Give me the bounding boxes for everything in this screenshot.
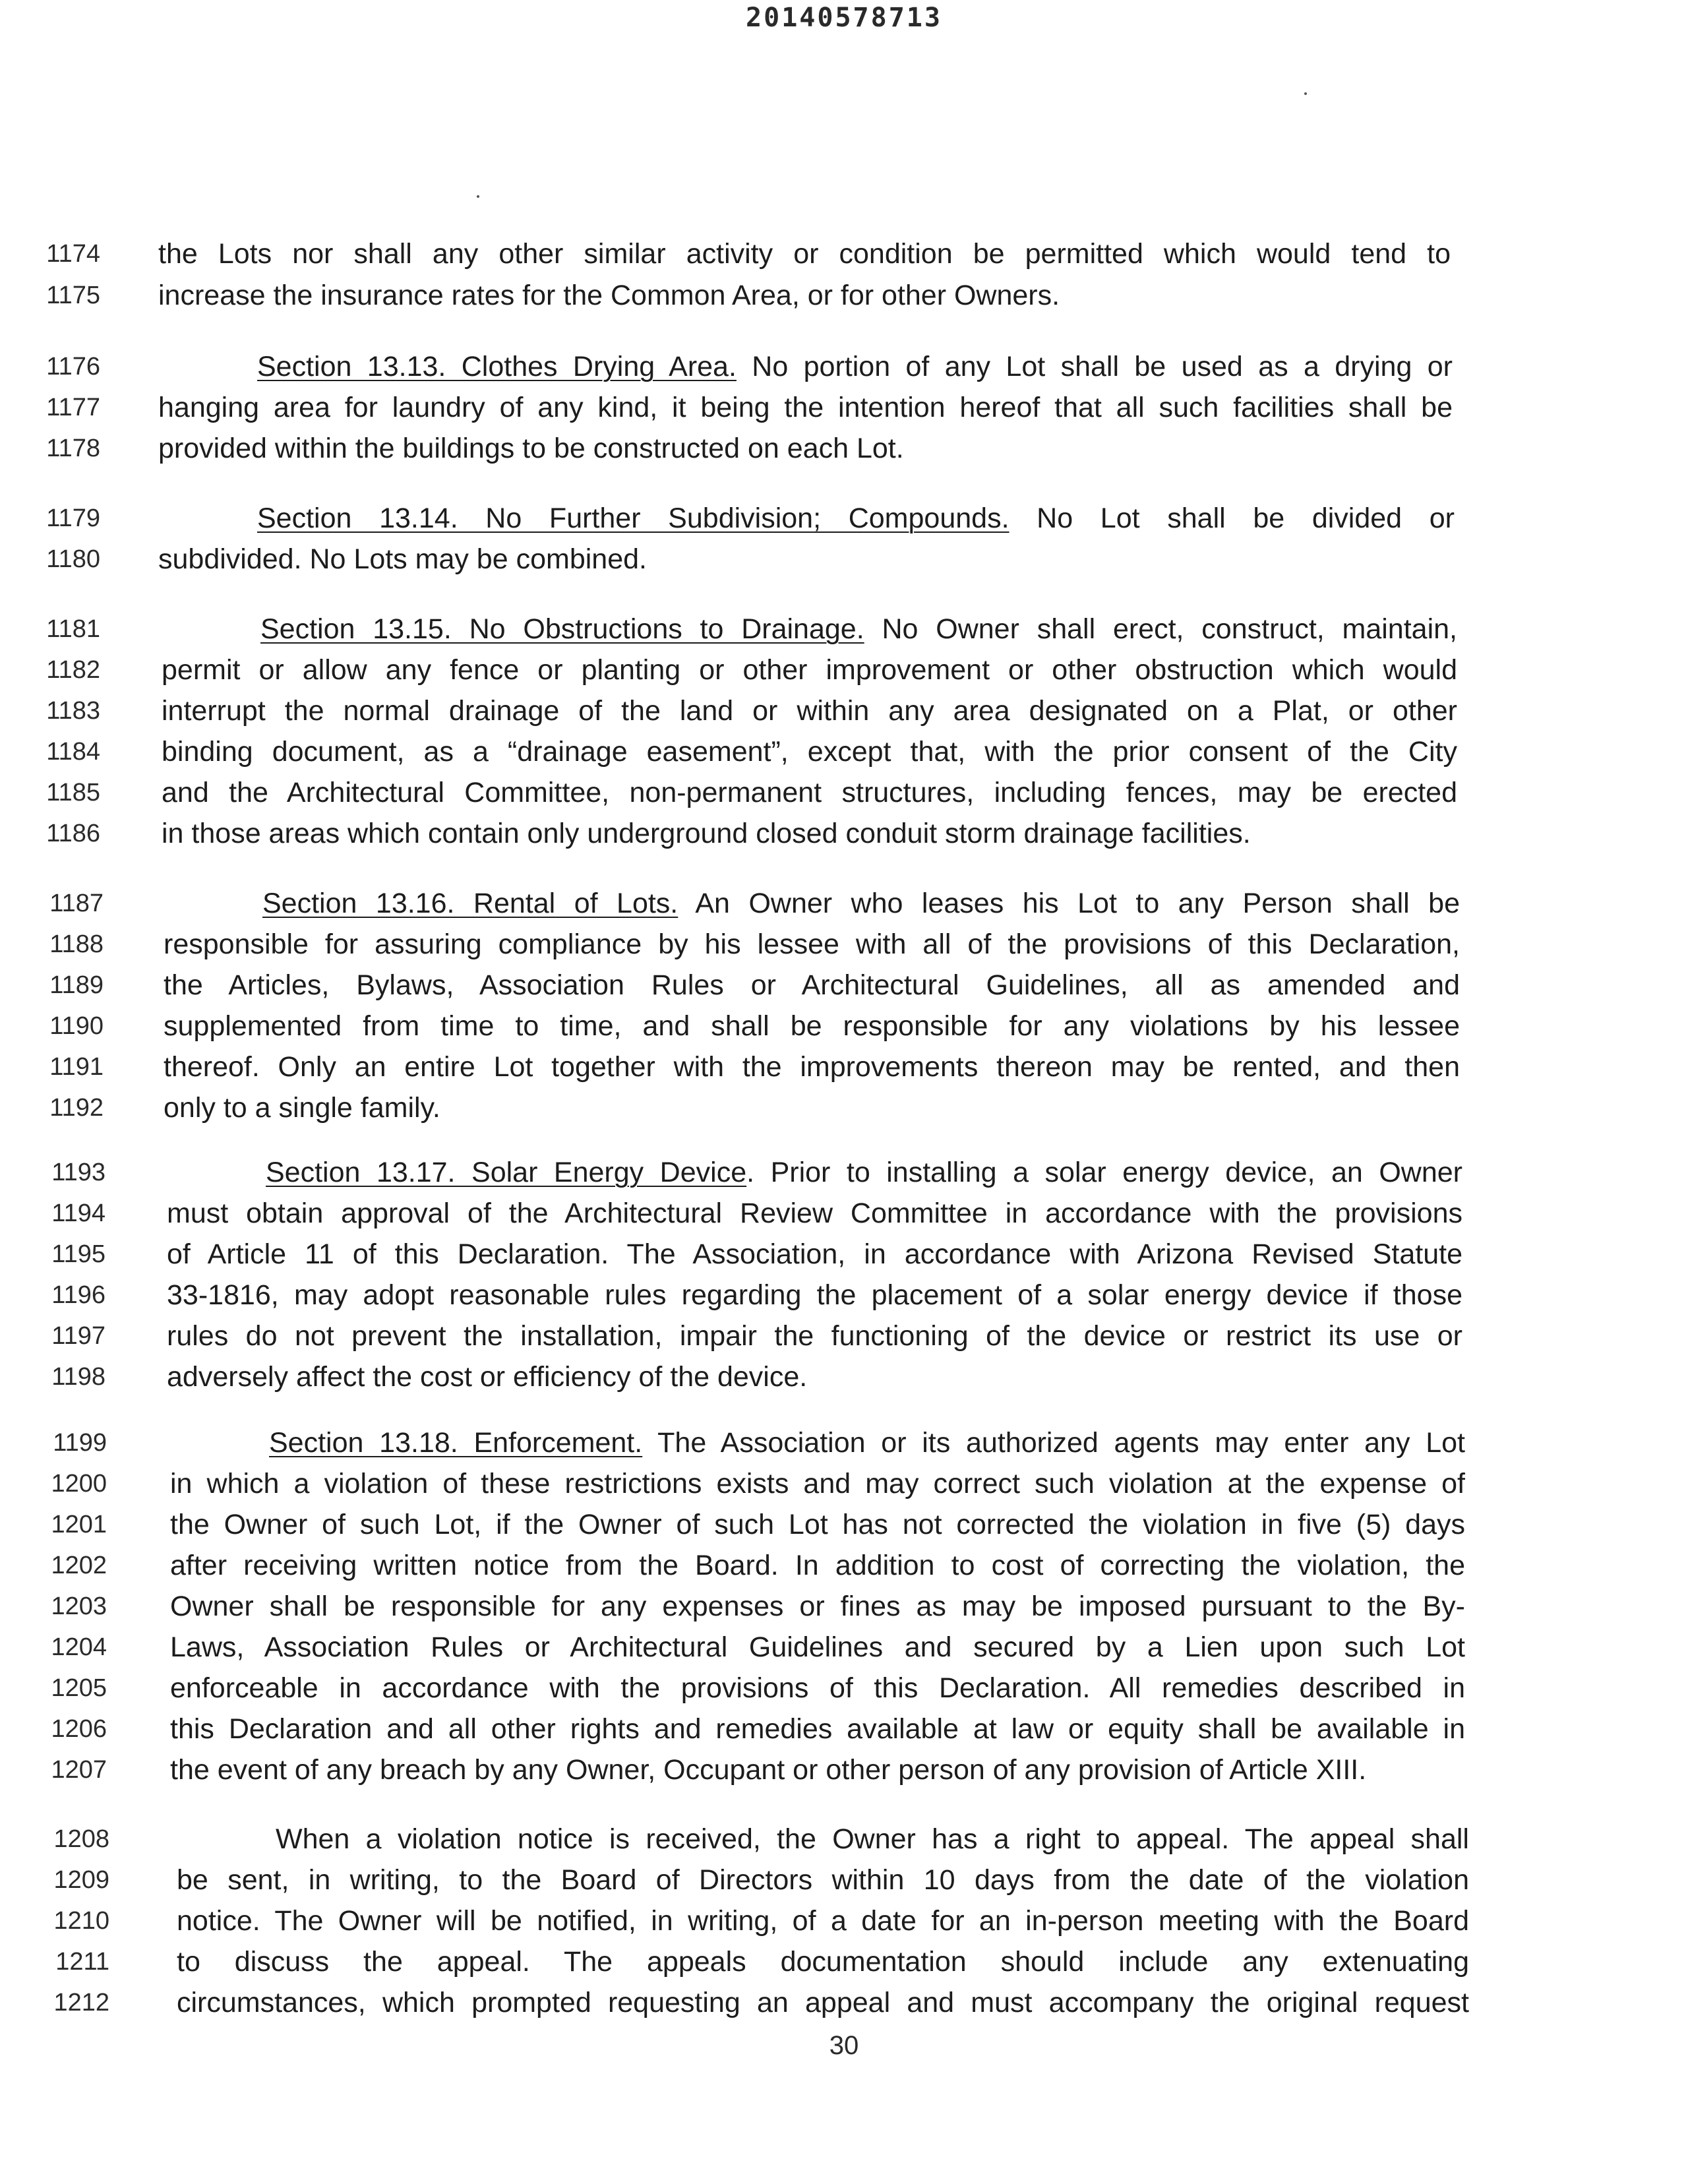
line-text [164,1045,1460,1089]
line-body: the Owner of such Lot, if the Owner of such Lot has not corrected the violation in five (5) days [170,1509,1465,1540]
line-number: 1190 [49,1012,104,1040]
text-line [0,648,1688,692]
line-body: Owner shall be responsible for any expenses or fines as may be imposed pursuant to the By- [170,1591,1465,1622]
line-number: 1189 [49,971,104,999]
line-body: after receiving written notice from the Board. In addition to cost of correcting the violation, the [170,1550,1465,1581]
line-body: 33-1816, may adopt reasonable rules regarding the placement of a solar energy device if those [167,1279,1462,1311]
line-body: this Declaration and all other rights and remedies available at law or equity shall be available in [170,1713,1465,1745]
text-line [0,812,1688,855]
text-line [0,1899,1688,1943]
line-text [162,730,1457,774]
line-body: . Prior to installing a solar energy device, an Owner [746,1157,1462,1188]
line-number: 1210 [53,1907,109,1935]
line-text [177,1940,1469,1984]
line-number: 1174 [46,240,100,268]
line-number: 1198 [51,1363,106,1391]
line-number: 1194 [51,1199,106,1227]
text-line [0,386,1688,429]
line-number: 1199 [53,1429,107,1457]
text-line [0,1421,1688,1465]
line-body: the Articles, Bylaws, Association Rules or Architectural Guidelines, all as amended and [164,969,1460,1001]
line-text [162,607,1457,651]
line-number: 1208 [53,1825,109,1853]
line-text [170,1585,1465,1628]
line-number: 1203 [51,1592,107,1620]
line-text [164,1004,1460,1048]
line-number: 1196 [51,1281,106,1309]
line-number: 1197 [51,1322,106,1350]
scan-speck [477,195,479,198]
line-text [164,1086,1460,1130]
text-line [0,1151,1688,1194]
text-line [0,1981,1688,2024]
line-body: responsible for assuring compliance by his lessee with all of the provisions of this Declaration, [164,928,1460,960]
text-line [0,1232,1688,1276]
text-line [0,963,1688,1007]
line-body: increase the insurance rates for the Common Area, or for other Owners. [158,280,1060,311]
text-line [0,1192,1688,1235]
line-number: 1200 [51,1470,107,1498]
text-line [0,1503,1688,1546]
line-body: of Article 11 of this Declaration. The Association, in accordance with Arizona Revised Statute [167,1238,1462,1270]
line-text [177,1981,1469,2024]
line-body: subdivided. No Lots may be combined. [158,543,647,575]
line-text [158,427,1453,470]
line-body: must obtain approval of the Architectural Review Committee in accordance with the provisions [167,1198,1462,1229]
line-text [158,497,1455,540]
line-number: 1181 [46,615,100,643]
line-text [162,689,1457,733]
text-line [0,1004,1688,1048]
section-heading: Section 13.18. Enforcement. [269,1427,643,1459]
line-text [158,274,1451,317]
line-number: 1180 [46,545,100,573]
line-body: the event of any breach by any Owner, Occupant or other person of any provision of Article XIII. [170,1754,1367,1786]
text-line [0,1817,1688,1861]
document-number-header: 20140578713 [746,3,942,33]
line-number: 1192 [49,1094,104,1122]
line-body: The Association or its authorized agents may enter any Lot [642,1427,1465,1459]
text-line [0,345,1688,388]
line-text [170,1544,1465,1587]
text-line [0,232,1688,276]
text-line [0,1625,1688,1669]
line-number: 1175 [46,282,100,309]
text-line [0,497,1688,540]
line-number: 1205 [51,1674,107,1702]
line-body: When a violation notice is received, the Owner has a right to appeal. The appeal shall [276,1823,1469,1855]
line-body: supplemented from time to time, and shall be responsible for any violations by his lessee [164,1010,1460,1042]
line-text [162,648,1457,692]
text-line [0,730,1688,774]
line-number: 1188 [49,930,104,958]
line-text [164,882,1460,925]
line-body: No Lot shall be divided or [1009,502,1455,534]
line-number: 1182 [46,656,100,684]
line-text [177,1899,1469,1943]
line-body: interrupt the normal drainage of the land or within any area designated on a Plat, or other [162,695,1457,727]
line-number: 1176 [46,353,100,380]
line-number: 1193 [51,1159,106,1186]
text-line [0,1585,1688,1628]
text-line [0,274,1688,317]
line-body: circumstances, which prompted requesting an appeal and must accompany the original request [177,1987,1469,2018]
line-text [170,1462,1465,1505]
text-line [0,1544,1688,1587]
line-number: 1177 [46,394,100,421]
line-body: the Lots nor shall any other similar activity or condition be permitted which would tend to [158,238,1451,270]
line-body: rules do not prevent the installation, impair the functioning of the device or restrict its use or [167,1320,1462,1352]
line-number: 1191 [49,1053,104,1081]
text-line [0,1045,1688,1089]
section-heading: Section 13.13. Clothes Drying Area. [257,351,737,382]
line-body: notice. The Owner will be notified, in writing, of a date for an in-person meeting with the Board [177,1905,1469,1937]
line-body: in which a violation of these restrictions exists and may correct such violation at the expense of [170,1468,1465,1500]
line-text [170,1748,1465,1792]
line-text [162,812,1457,855]
line-text [158,232,1451,276]
line-number: 1209 [53,1866,109,1894]
line-body: An Owner who leases his Lot to any Person shall be [678,888,1460,919]
line-body: be sent, in writing, to the Board of Directors within 10 days from the date of the violation [177,1864,1469,1896]
line-text [167,1232,1462,1276]
line-text [164,963,1460,1007]
text-line [0,882,1688,925]
section-heading: Section 13.14. No Further Subdivision; Compounds. [257,502,1010,534]
text-line [0,1462,1688,1505]
line-text [158,537,1455,581]
line-body: provided within the buildings to be constructed on each Lot. [158,433,904,464]
line-text [167,1151,1462,1194]
line-text [170,1707,1465,1751]
text-line [0,1273,1688,1317]
section-heading: Section 13.16. Rental of Lots. [262,888,678,919]
line-text [164,923,1460,966]
line-body: No portion of any Lot shall be used as a drying or [736,351,1453,382]
line-text [170,1625,1465,1669]
text-line [0,1666,1688,1710]
text-line [0,1314,1688,1358]
page-number: 30 [829,2031,859,2060]
line-text [167,1355,1462,1399]
line-number: 1211 [55,1948,109,1976]
text-line [0,427,1688,470]
line-number: 1186 [46,820,100,847]
section-heading: Section 13.17. Solar Energy Device [266,1157,747,1188]
line-text [177,1858,1469,1902]
line-number: 1204 [51,1633,107,1661]
line-number: 1179 [46,504,100,532]
section-heading: Section 13.15. No Obstructions to Drainage. [260,613,864,645]
line-text [170,1503,1465,1546]
text-line [0,771,1688,814]
line-body: hanging area for laundry of any kind, it being the intention hereof that all such facilities shall be [158,392,1453,423]
line-number: 1184 [46,738,100,766]
text-line [0,607,1688,651]
text-line [0,689,1688,733]
line-body: and the Architectural Committee, non-permanent structures, including fences, may be erected [162,777,1457,808]
line-text [167,1192,1462,1235]
line-body: enforceable in accordance with the provisions of this Declaration. All remedies described in [170,1672,1465,1704]
line-body: No Owner shall erect, construct, maintain, [864,613,1458,645]
line-number: 1183 [46,697,100,725]
line-number: 1206 [51,1715,107,1743]
line-body: thereof. Only an entire Lot together with the improvements thereon may be rented, and then [164,1051,1460,1083]
text-line [0,1707,1688,1751]
text-line [0,1940,1688,1984]
text-line [0,1086,1688,1130]
line-body: adversely affect the cost or efficiency of the device. [167,1361,808,1393]
line-number: 1178 [46,435,100,462]
line-text [177,1817,1469,1861]
text-line [0,923,1688,966]
line-body: in those areas which contain only underground closed conduit storm drainage facilities. [162,818,1251,849]
line-text [162,771,1457,814]
text-line [0,1748,1688,1792]
text-line [0,1355,1688,1399]
line-body: permit or allow any fence or planting or other improvement or other obstruction which would [162,654,1457,686]
line-number: 1195 [51,1240,106,1268]
line-number: 1201 [51,1511,107,1538]
text-line [0,1858,1688,1902]
line-text [167,1314,1462,1358]
line-number: 1202 [51,1552,107,1579]
line-text [170,1666,1465,1710]
line-number: 1187 [49,890,104,917]
line-body: Laws, Association Rules or Architectural Guidelines and secured by a Lien upon such Lot [170,1631,1465,1663]
line-text [158,386,1453,429]
line-text [167,1273,1462,1317]
line-number: 1207 [51,1756,107,1784]
line-number: 1212 [53,1989,109,2017]
line-body: only to a single family. [164,1092,440,1124]
line-body: to discuss the appeal. The appeals documentation should include any extenuating [177,1946,1469,1978]
scan-speck [1304,92,1307,95]
line-text [158,345,1453,388]
line-number: 1185 [46,779,100,806]
line-body: binding document, as a “drainage easement”, except that, with the prior consent of the City [162,736,1457,768]
line-text [170,1421,1465,1465]
text-line [0,537,1688,581]
